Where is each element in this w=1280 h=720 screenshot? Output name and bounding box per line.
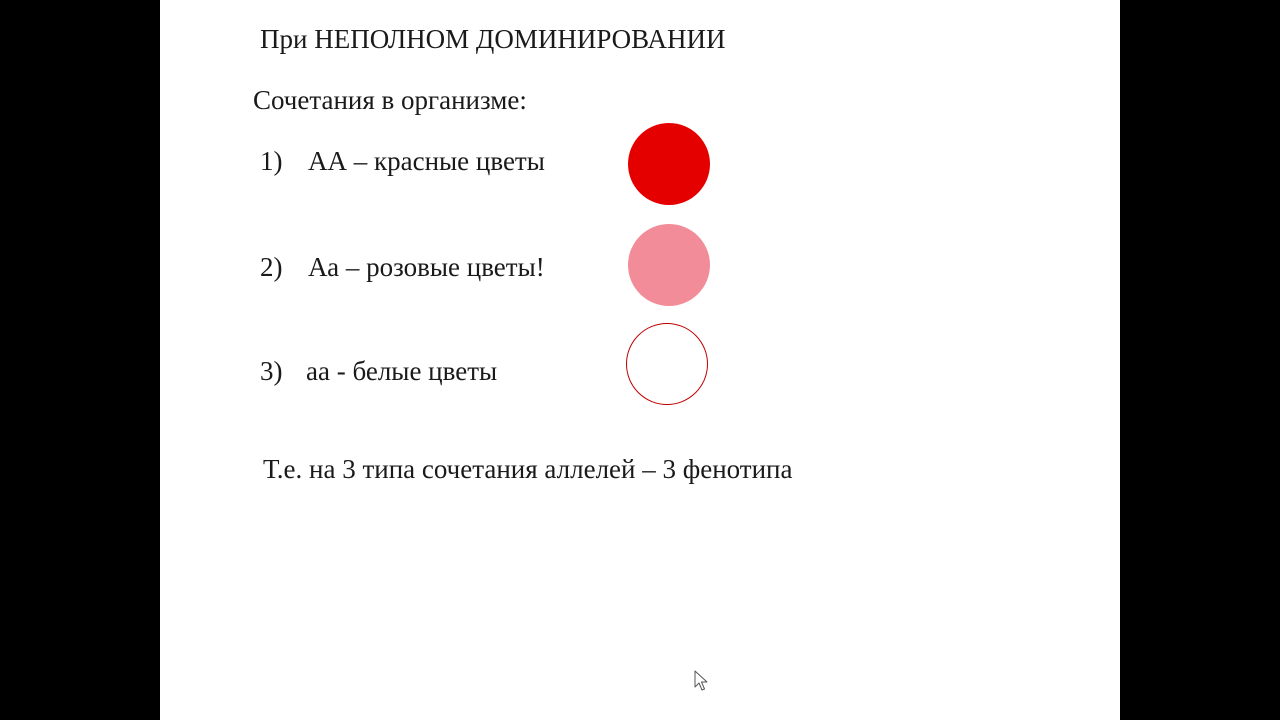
list-item-text: Аа – розовые цветы! [308, 252, 545, 282]
summary-text: Т.е. на 3 типа сочетания аллелей – 3 фенотипа [263, 454, 793, 484]
list-item-text: АА – красные цветы [308, 146, 545, 176]
list-item [260, 358, 497, 385]
slide-subtitle: Сочетания в организме: [253, 85, 527, 115]
mouse-pointer-icon [694, 670, 708, 692]
list-item-text: аа - белые цветы [306, 356, 498, 386]
white-flower-circle [626, 323, 708, 405]
list-item-number: 2) [260, 252, 283, 282]
list-item-number: 1) [260, 146, 283, 176]
list-item [260, 148, 545, 175]
pink-flower-circle [628, 224, 710, 306]
red-flower-circle [628, 123, 710, 205]
list-item [260, 254, 545, 281]
slide [160, 0, 1120, 720]
list-item-number: 3) [260, 356, 283, 386]
slide-title: При НЕПОЛНОМ ДОМИНИРОВАНИИ [260, 24, 726, 54]
